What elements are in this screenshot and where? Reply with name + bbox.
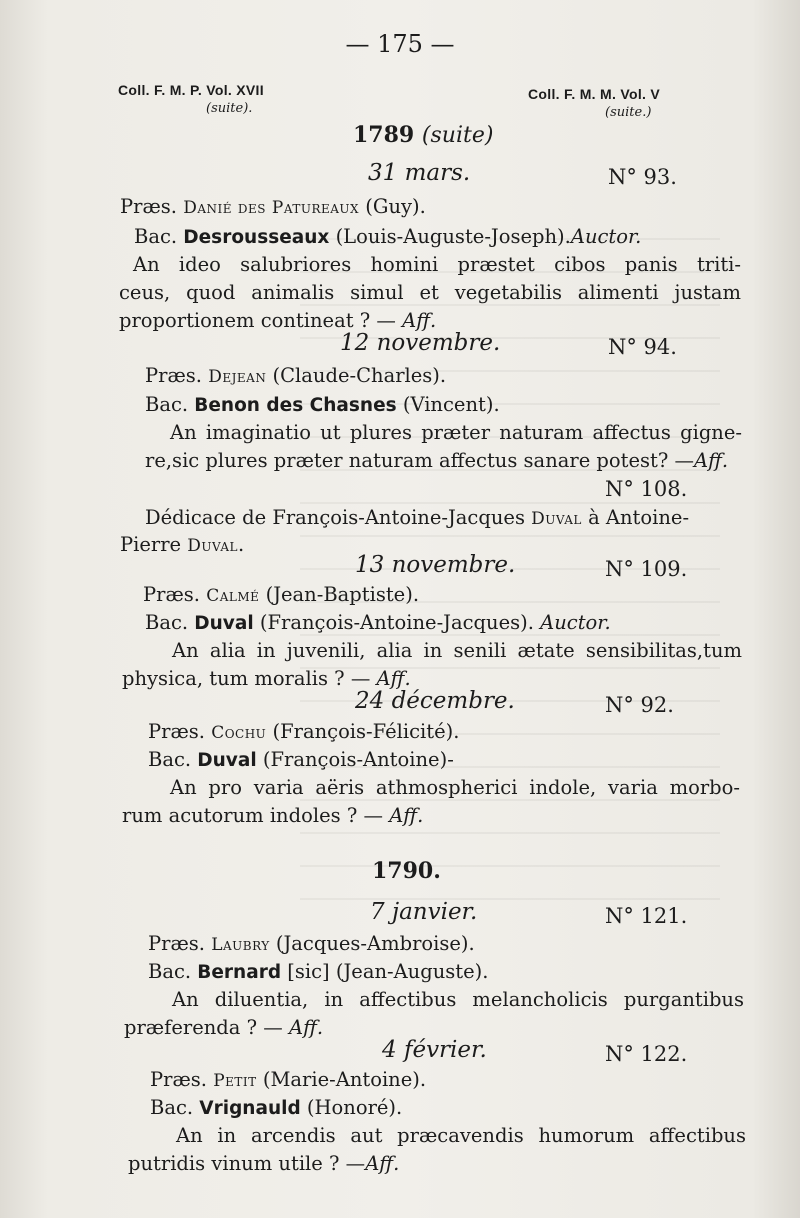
entry-number: N° 94. xyxy=(608,335,677,359)
thesis-line: An ideo salubriores homini præstet cibos panis triti- xyxy=(133,253,741,276)
praeses-line: Præs. Cochu (François-Félicité). xyxy=(148,720,460,743)
entry-number: N° 109. xyxy=(605,557,688,581)
praeses-line: Præs. Petit (Marie-Antoine). xyxy=(150,1068,427,1091)
entry-number: N° 108. xyxy=(605,477,688,501)
year-heading-1789: 1789 (suite) xyxy=(353,122,494,148)
thesis-line: putridis vinum utile ? —Aff. xyxy=(128,1152,400,1175)
thesis-line: physica, tum moralis ? — Aff. xyxy=(122,667,411,690)
entry-number: N° 93. xyxy=(608,165,677,189)
bachelor-line: Bac. Desrousseaux (Louis-Auguste-Joseph).Auctor. xyxy=(134,225,642,248)
bachelor-line: Bac. Duval (François-Antoine-Jacques). Auctor. xyxy=(145,611,611,634)
entry-date: 7 janvier. xyxy=(370,899,478,925)
entry-date: 24 décembre. xyxy=(355,688,515,714)
entry-date: 4 février. xyxy=(382,1037,487,1063)
page-number: — 175 — xyxy=(345,30,455,58)
bachelor-line: Bac. Duval (François-Antoine)- xyxy=(148,748,454,771)
header-right-sub: (suite.) xyxy=(605,105,652,120)
praeses-line: Præs. Danié des Patureaux (Guy). xyxy=(120,195,426,218)
bachelor-line: Bac. Benon des Chasnes (Vincent). xyxy=(145,393,500,416)
entry-date: 31 mars. xyxy=(368,160,471,186)
entry-number: N° 92. xyxy=(605,693,674,717)
thesis-line: An alia in juvenili, alia in senili ætate sensibilitas,tum xyxy=(172,639,742,662)
thesis-line: An diluentia, in affectibus melancholicis purgantibus xyxy=(172,988,744,1011)
thesis-line: An in arcendis aut præcavendis humorum affectibus xyxy=(176,1124,746,1147)
entry-number: N° 122. xyxy=(605,1042,688,1066)
bachelor-line: Bac. Vrignauld (Honoré). xyxy=(150,1096,403,1119)
praeses-line: Præs. Calmé (Jean-Baptiste). xyxy=(143,583,420,606)
bachelor-line: Bac. Bernard [sic] (Jean-Auguste). xyxy=(148,960,489,983)
dedication-line: Pierre Duval. xyxy=(120,533,245,556)
header-left-sub: (suite). xyxy=(206,101,253,116)
praeses-line: Præs. Laubry (Jacques-Ambroise). xyxy=(148,932,475,955)
thesis-line: ceus, quod animalis simul et vegetabilis alimenti justam xyxy=(119,281,741,304)
thesis-line: proportionem contineat ? — Aff. xyxy=(119,309,437,332)
dedication-line: Dédicace de François-Antoine-Jacques Duval à Antoine- xyxy=(145,506,690,529)
entry-date: 12 novembre. xyxy=(340,330,501,356)
entry-number: N° 121. xyxy=(605,904,688,928)
thesis-line: An pro varia aëris athmospherici indole, varia morbo- xyxy=(170,776,740,799)
praeses-line: Præs. Dejean (Claude-Charles). xyxy=(145,364,447,387)
thesis-line: re,sic plures præter naturam affectus sanare potest? —Aff. xyxy=(145,449,729,472)
header-left: Coll. F. M. P. Vol. XVII xyxy=(118,82,264,98)
entry-date: 13 novembre. xyxy=(355,552,516,578)
thesis-line: præferenda ? — Aff. xyxy=(124,1016,324,1039)
header-right: Coll. F. M. M. Vol. V xyxy=(528,86,661,102)
year-heading-1790: 1790. xyxy=(372,858,441,884)
thesis-line: An imaginatio ut plures præter naturam affectus gigne- xyxy=(170,421,742,444)
thesis-line: rum acutorum indoles ? — Aff. xyxy=(122,804,424,827)
